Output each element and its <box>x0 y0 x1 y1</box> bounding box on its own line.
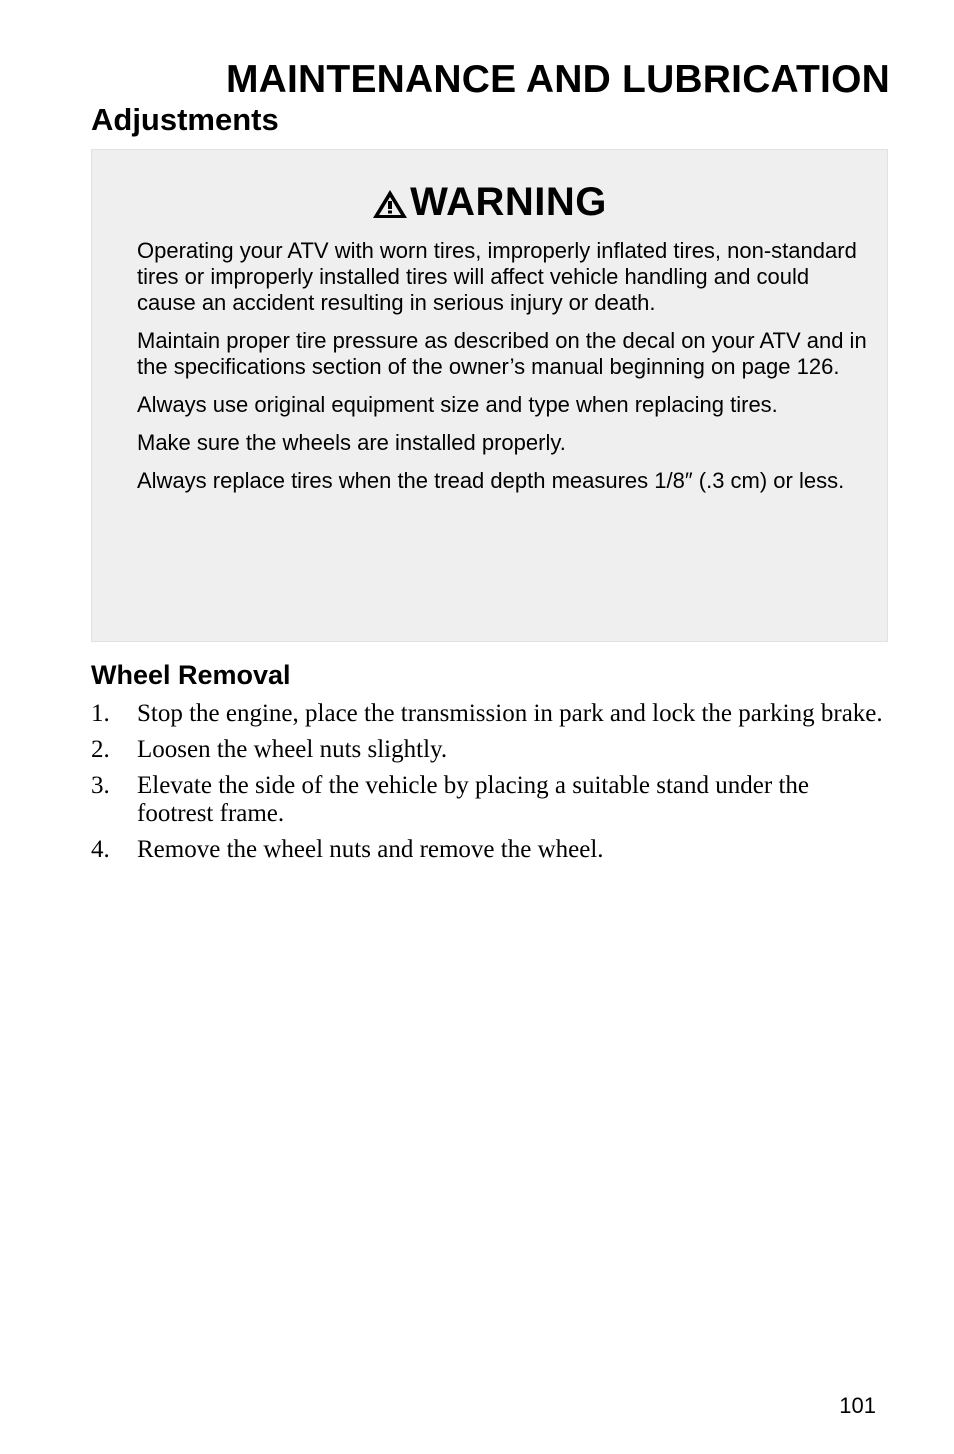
list-item <box>91 736 891 764</box>
chapter-title: MAINTENANCE AND LUBRICATION <box>225 58 890 101</box>
step-text: Elevate the side of the vehicle by placing a suitable stand under the footrest frame. <box>137 772 809 827</box>
list-item <box>91 836 891 864</box>
warning-heading <box>92 180 887 224</box>
wheel-removal-title: Wheel Removal <box>91 660 291 690</box>
warning-paragraph: Operating your ATV with worn tires, improperly inflated tires, non-standard tires or improperly installed tires will affect vehicle handling and could cause an accident resulting in serious injury or death. <box>137 238 857 315</box>
step-text: Stop the engine, place the transmission in park and lock the parking brake. <box>137 700 883 727</box>
section-title: Adjustments <box>91 102 279 137</box>
step-number: 3. <box>91 772 110 799</box>
warning-paragraph: Always use original equipment size and type when replacing tires. <box>137 392 778 417</box>
list-item <box>91 700 891 728</box>
warning-triangle-icon <box>372 189 408 219</box>
warning-paragraph: Make sure the wheels are installed properly. <box>137 430 566 455</box>
step-text: Remove the wheel nuts and remove the wheel. <box>137 836 604 863</box>
step-number: 2. <box>91 736 110 763</box>
warning-label: WARNING <box>410 180 607 224</box>
step-number: 4. <box>91 836 110 863</box>
warning-paragraph: Maintain proper tire pressure as described on the decal on your ATV and in the specifications section of the owner’s manual beginning on page 126. <box>137 328 867 379</box>
step-text: Loosen the wheel nuts slightly. <box>137 736 448 763</box>
warning-box <box>91 149 888 642</box>
list-item <box>91 772 891 828</box>
warning-text <box>137 238 869 506</box>
wheel-removal-steps <box>91 700 891 872</box>
step-number: 1. <box>91 700 110 727</box>
page-number: 101 <box>839 1393 876 1418</box>
warning-paragraph: Always replace tires when the tread depth measures 1/8″ (.3 cm) or less. <box>137 468 845 493</box>
